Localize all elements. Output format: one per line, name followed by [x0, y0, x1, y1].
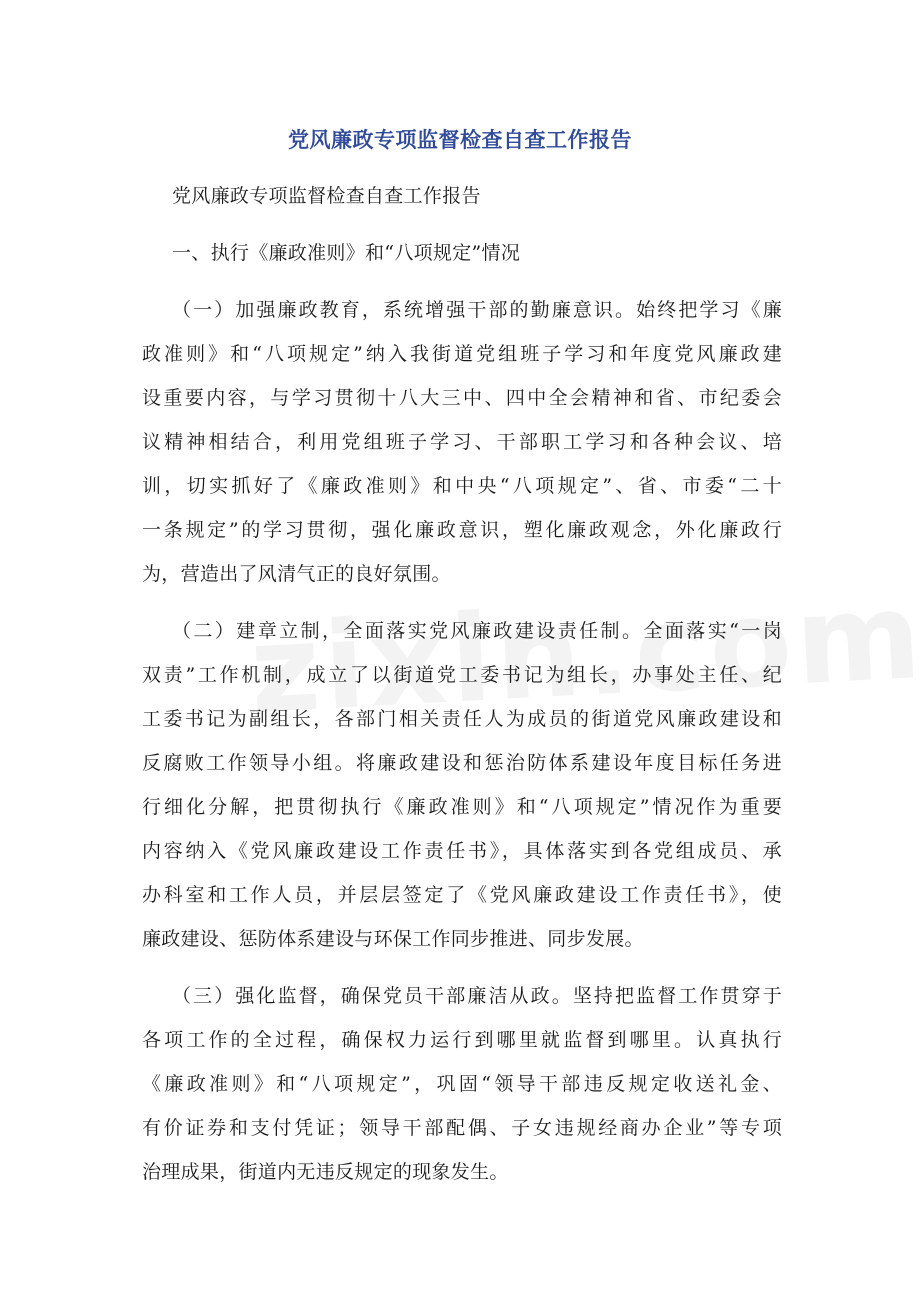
- paragraph-line: 各项工作的全过程，确保权力运行到哪里就监督到哪里。认真执行: [142, 1029, 782, 1051]
- paragraph-line: 一条规定”的学习贯彻，强化廉政意识，塑化廉政观念，外化廉政行: [142, 519, 782, 541]
- paragraph-line: 反腐败工作领导小组。将廉政建设和惩治防体系建设年度目标任务进: [142, 752, 782, 774]
- paragraph-line: 办科室和工作人员，并层层签定了《党风廉政建设工作责任书》，使: [142, 884, 782, 906]
- paragraph-line: 治理成果，街道内无违反规定的现象发生。: [142, 1161, 509, 1183]
- paragraph-line: 有价证券和支付凭证；领导干部配偶、子女违规经商办企业”等专项: [142, 1117, 782, 1139]
- paragraph-line: （二）建章立制，全面落实党风廉政建设责任制。全面落实“一岗: [172, 620, 782, 642]
- paragraph-line: （一）加强廉政教育，系统增强干部的勤廉意识。始终把学习《廉: [172, 299, 782, 321]
- subtitle: 党风廉政专项监督检查自查工作报告: [172, 185, 481, 207]
- paragraph-line: 政准则》和“八项规定”纳入我街道党组班子学习和年度党风廉政建: [142, 343, 782, 365]
- paragraph-line: 行细化分解，把贯彻执行《廉政准则》和“八项规定”情况作为重要: [142, 796, 782, 818]
- paragraph-line: （三）强化监督，确保党员干部廉洁从政。坚持把监督工作贯穿于: [172, 985, 782, 1007]
- paragraph-line: 工委书记为副组长，各部门相关责任人为成员的街道党风廉政建设和: [142, 708, 782, 730]
- paragraph-line: 内容纳入《党风廉政建设工作责任书》，具体落实到各党组成员、承: [142, 840, 782, 862]
- paragraph-line: 议精神相结合，利用党组班子学习、干部职工学习和各种会议、培: [142, 431, 782, 453]
- document-title: 党风廉政专项监督检查自查工作报告: [288, 128, 632, 152]
- paragraph-line: 为，营造出了风清气正的良好氛围。: [142, 563, 451, 585]
- paragraph-line: 设重要内容，与学习贯彻十八大三中、四中全会精神和省、市纪委会: [142, 387, 782, 409]
- section-heading: 一、执行《廉政准则》和“八项规定”情况: [172, 242, 521, 264]
- paragraph-line: 双责”工作机制，成立了以街道党工委书记为组长，办事处主任、纪: [142, 664, 782, 686]
- paragraph-line: 《廉政准则》和“八项规定”，巩固“领导干部违反规定收送礼金、: [142, 1073, 782, 1095]
- paragraph-line: 廉政建设、惩防体系建设与环保工作同步推进、同步发展。: [142, 928, 644, 950]
- paragraph-line: 训，切实抓好了《廉政准则》和中央“八项规定”、省、市委“二十: [142, 475, 782, 497]
